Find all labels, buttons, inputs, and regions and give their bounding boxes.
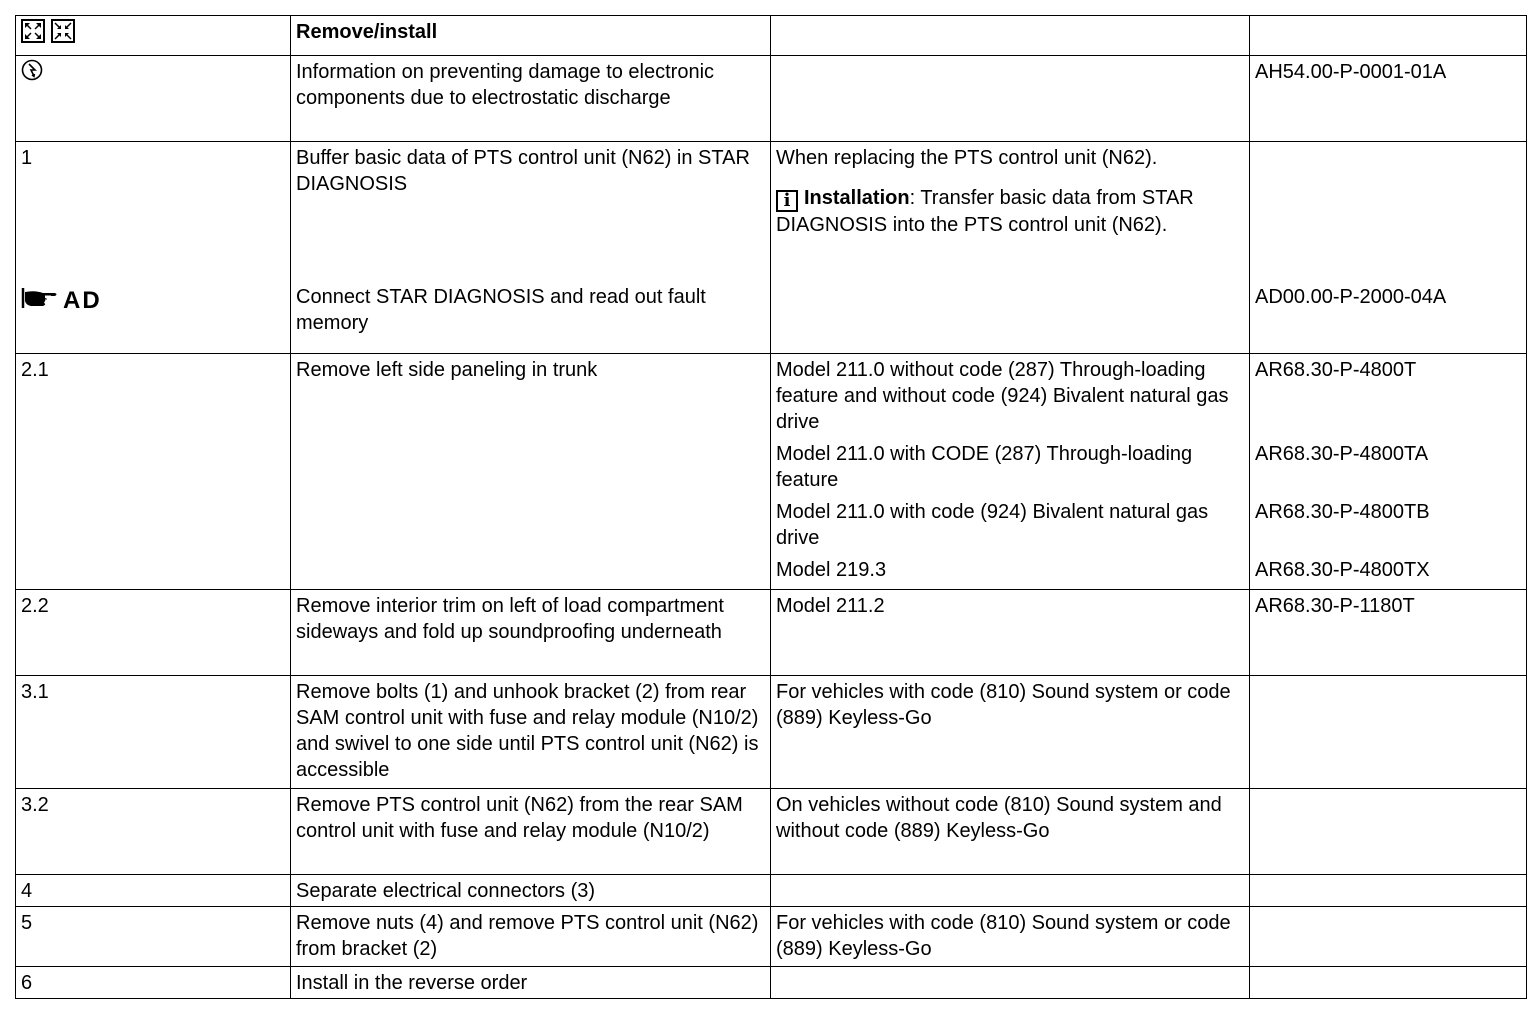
note-text: When replacing the PTS control unit (N62). xyxy=(776,147,1158,169)
notes-cell xyxy=(771,56,1250,142)
note-text: Model 211.0 with code (924) Bivalent natural gas drive xyxy=(776,501,1209,549)
step-cell xyxy=(16,142,291,354)
note-text: Model 219.3 xyxy=(776,559,887,581)
ref-cell xyxy=(1250,590,1527,676)
action-cell: Remove left side paneling in trunk xyxy=(291,354,771,590)
header-title: Remove/install xyxy=(291,16,771,56)
info-text: : Transfer basic data from STAR DIAGNOSIS into the PTS control unit (N62). xyxy=(776,187,1194,236)
step-cell: 3.1 xyxy=(16,676,291,789)
step-cell: 2.1 xyxy=(16,354,291,590)
star-diagnosis-marker xyxy=(21,284,102,317)
table-row xyxy=(16,875,1527,907)
action-cell: Information on preventing damage to electronic components due to electrostatic discharge xyxy=(291,56,771,142)
notes-cell: For vehicles with code (810) Sound system or code (889) Keyless-Go xyxy=(771,676,1250,789)
action-cell: Remove interior trim on left of load compartment sideways and fold up soundproofing underneath xyxy=(291,590,771,676)
notes-cell xyxy=(771,142,1250,354)
ref-cell xyxy=(1250,907,1527,967)
ref-cell[interactable] xyxy=(1250,56,1527,142)
action-text: Buffer basic data of PTS control unit (N62) in STAR DIAGNOSIS xyxy=(296,147,750,195)
notes-cell: On vehicles without code (810) Sound system and without code (889) Keyless-Go xyxy=(771,789,1250,875)
step-cell xyxy=(16,56,291,142)
note-text: Model 211.0 with CODE (287) Through-loading feature xyxy=(776,443,1193,491)
notes-cell xyxy=(771,875,1250,907)
step-cell: 6 xyxy=(16,967,291,999)
info-label: Installation xyxy=(804,187,910,209)
ref-cell xyxy=(1250,875,1527,907)
action-cell xyxy=(291,142,771,354)
ref-link[interactable]: AR68.30-P-4800TX xyxy=(1255,559,1430,581)
table-row xyxy=(16,56,1527,142)
table-row xyxy=(16,907,1527,967)
step-number: 1 xyxy=(21,147,33,169)
ref-cell xyxy=(1250,676,1527,789)
action-cell: Remove bolts (1) and unhook bracket (2) from rear SAM control unit with fuse and relay module (N10/2) and swivel to one side until PTS control unit (N62) is accessible xyxy=(291,676,771,789)
procedure-table xyxy=(15,15,1527,999)
hand-pointer-icon xyxy=(21,284,59,317)
action-cell: Separate electrical connectors (3) xyxy=(291,875,771,907)
step-cell: 5 xyxy=(16,907,291,967)
table-row xyxy=(16,590,1527,676)
ref-cell xyxy=(1250,354,1527,590)
notes-cell xyxy=(771,967,1250,999)
step-cell: 2.2 xyxy=(16,590,291,676)
header-empty-cell xyxy=(1250,16,1527,56)
ad-label: AD xyxy=(63,286,102,314)
action-cell: Remove PTS control unit (N62) from the rear SAM control unit with fuse and relay module (N10/2) xyxy=(291,789,771,875)
expand-all-icon[interactable] xyxy=(21,19,45,43)
header-row xyxy=(16,16,1527,56)
action-cell: Remove nuts (4) and remove PTS control unit (N62) from bracket (2) xyxy=(291,907,771,967)
ref-cell xyxy=(1250,789,1527,875)
notes-cell: For vehicles with code (810) Sound system or code (889) Keyless-Go xyxy=(771,907,1250,967)
sub-action-text: Connect STAR DIAGNOSIS and read out fault memory xyxy=(296,286,706,334)
note-text: Model 211.0 without code (287) Through-loading feature and without code (924) Bivalent natural gas drive xyxy=(776,359,1229,433)
table-row xyxy=(16,142,1527,354)
collapse-all-icon[interactable] xyxy=(51,19,75,43)
step-cell: 4 xyxy=(16,875,291,907)
info-note xyxy=(776,185,1244,238)
header-empty-cell xyxy=(771,16,1250,56)
ref-link[interactable]: AR68.30-P-4800TB xyxy=(1255,501,1430,523)
table-row xyxy=(16,354,1527,590)
table-row xyxy=(16,676,1527,789)
notes-cell xyxy=(771,354,1250,590)
step-cell: 3.2 xyxy=(16,789,291,875)
ref-link[interactable]: AD00.00-P-2000-04A xyxy=(1255,286,1447,308)
esd-warning-icon xyxy=(21,59,43,81)
notes-cell: Model 211.2 xyxy=(771,590,1250,676)
ref-cell xyxy=(1250,142,1527,354)
header-icons-cell xyxy=(16,16,291,56)
ref-cell xyxy=(1250,967,1527,999)
ref-link[interactable]: AH54.00-P-0001-01A xyxy=(1255,61,1447,83)
table-row xyxy=(16,967,1527,999)
ref-link[interactable]: AR68.30-P-4800T xyxy=(1255,359,1417,381)
ref-link[interactable]: AR68.30-P-1180T xyxy=(1255,595,1415,617)
ref-link[interactable]: AR68.30-P-4800TA xyxy=(1255,443,1429,465)
action-cell: Install in the reverse order xyxy=(291,967,771,999)
info-icon: i xyxy=(776,190,798,212)
table-row xyxy=(16,789,1527,875)
